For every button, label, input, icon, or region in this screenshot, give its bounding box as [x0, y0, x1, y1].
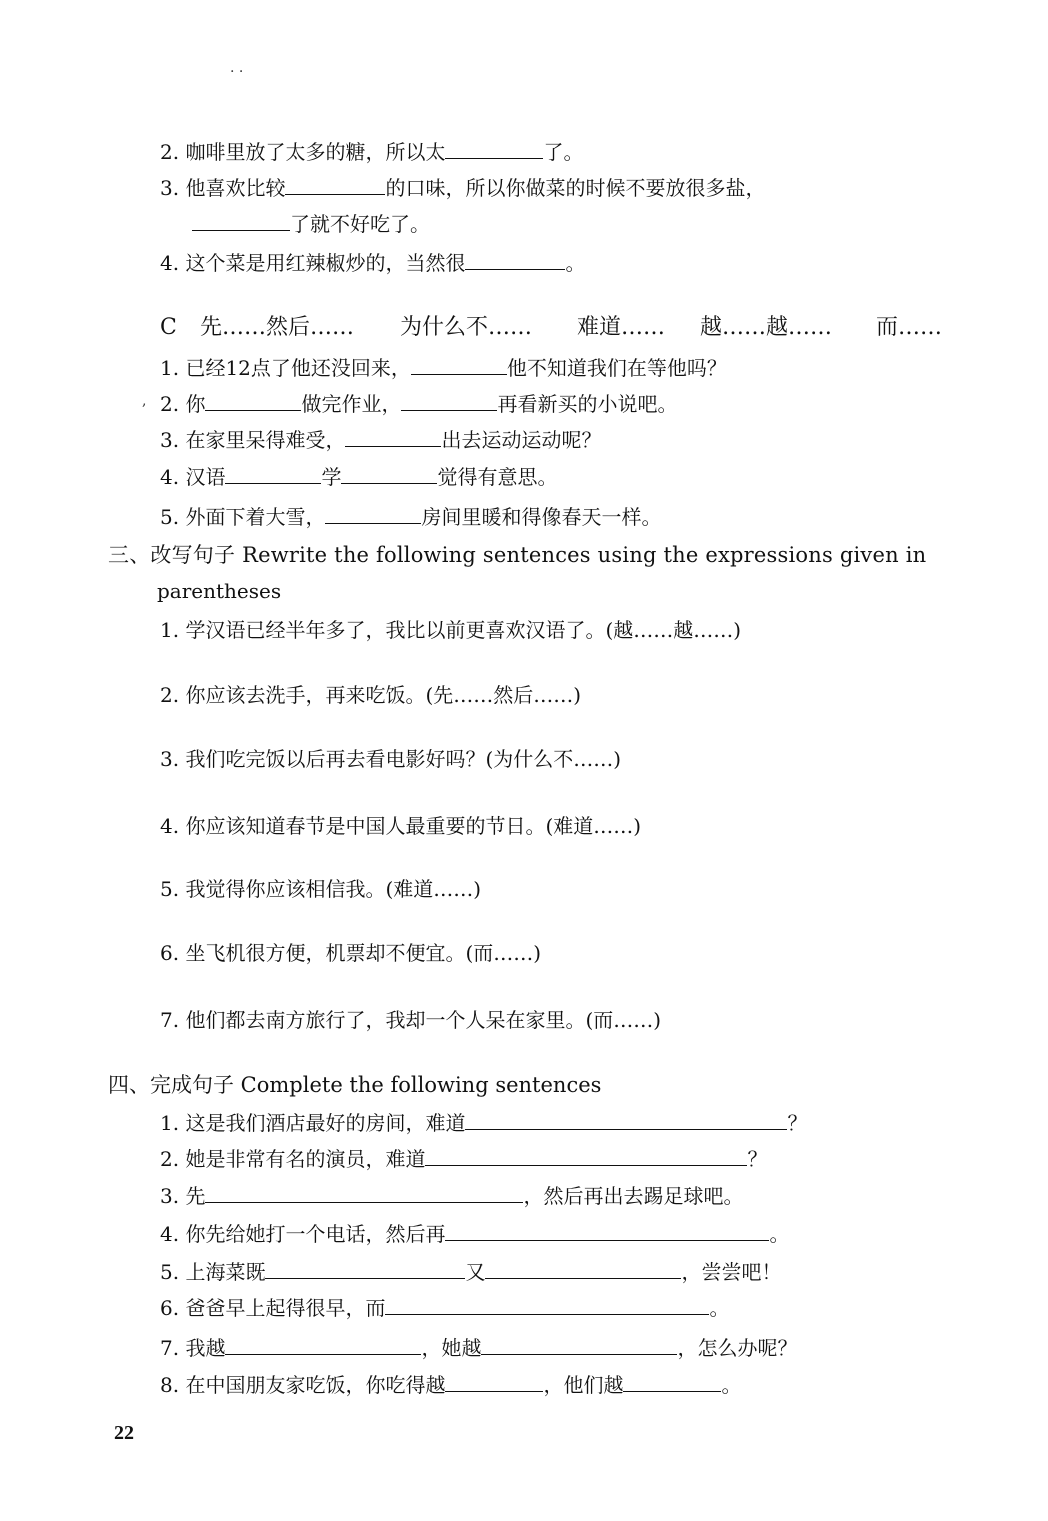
- item-text: 我觉得你应该相信我。(难道……): [185, 877, 482, 901]
- section-heading: 四、完成句子 Complete the following sentences: [108, 1073, 602, 1097]
- item-text: 这是我们酒店最好的房间，难道: [185, 1111, 466, 1135]
- item-text: ，然后再出去踢足球吧。: [523, 1184, 744, 1208]
- item-number: 4.: [160, 251, 180, 275]
- complete-item: [160, 1181, 743, 1211]
- exercise-c-1: [160, 353, 727, 383]
- answer-blank[interactable]: [225, 1336, 421, 1355]
- complete-item: [160, 1293, 729, 1323]
- item-text: 了。: [543, 140, 584, 164]
- item-text: ，尝尝吧！: [681, 1260, 782, 1284]
- item-text: 汉语: [185, 465, 226, 489]
- option-word: 而……: [876, 315, 943, 340]
- section-heading-cont: parentheses: [157, 579, 282, 603]
- item-text: 觉得有意思。: [437, 465, 558, 489]
- item-text: 在家里呆得难受，: [185, 428, 346, 452]
- item-number: 8.: [160, 1373, 180, 1397]
- item-text: 你应该知道春节是中国人最重要的节日。(难道……): [185, 814, 642, 838]
- item-text: 他喜欢比较: [185, 176, 286, 200]
- item-text: 先: [185, 1184, 206, 1208]
- item-text: 。: [709, 1296, 730, 1320]
- item-text: 这个菜是用红辣椒炒的，当然很: [185, 251, 466, 275]
- item-number: 2.: [160, 1147, 180, 1171]
- item-number: 5.: [160, 505, 180, 529]
- answer-blank[interactable]: [445, 1373, 543, 1392]
- item-text: 。: [769, 1222, 790, 1246]
- answer-blank[interactable]: [345, 428, 441, 447]
- rewrite-item: [160, 615, 741, 645]
- stray-mark: . .: [230, 60, 244, 76]
- stray-mark: ,: [142, 393, 147, 409]
- item-text: ，怎么办呢？: [677, 1336, 798, 1360]
- exercise-c-3: [160, 425, 601, 455]
- answer-blank[interactable]: [325, 505, 421, 524]
- item-text: 坐飞机很方便，机票却不便宜。(而……): [185, 941, 542, 965]
- item-text: 已经12点了他还没回来，: [185, 356, 411, 380]
- answer-blank[interactable]: [623, 1373, 721, 1392]
- item-number: 1.: [160, 618, 180, 642]
- item-number: 4.: [160, 814, 180, 838]
- item-text: 了就不好吃了。: [290, 212, 430, 236]
- complete-item: [160, 1219, 789, 1249]
- item-text: 学: [321, 465, 342, 489]
- item-number: 4.: [160, 1222, 180, 1246]
- answer-blank[interactable]: [485, 1260, 681, 1279]
- item-text: 咖啡里放了太多的糖，所以太: [185, 140, 446, 164]
- exercise-b-2: [160, 137, 583, 167]
- rewrite-item: [160, 874, 481, 904]
- rewrite-item: [160, 744, 621, 774]
- answer-blank[interactable]: [265, 1260, 465, 1279]
- item-number: 6.: [160, 1296, 180, 1320]
- answer-blank[interactable]: [465, 251, 565, 270]
- option-word: 难道……: [577, 315, 666, 340]
- item-text: 。: [565, 251, 586, 275]
- rewrite-item: [160, 680, 581, 710]
- answer-blank[interactable]: [192, 212, 290, 231]
- answer-blank[interactable]: [225, 465, 321, 484]
- item-text: 他不知道我们在等他吗？: [506, 356, 727, 380]
- complete-item: [160, 1370, 741, 1400]
- item-number: 3.: [160, 1184, 180, 1208]
- complete-item: [160, 1333, 797, 1363]
- exercise-b-3: [160, 173, 765, 203]
- option-word: 越……越……: [700, 315, 833, 340]
- item-number: 4.: [160, 465, 180, 489]
- answer-blank[interactable]: [481, 1336, 677, 1355]
- exercise-c-4: [160, 462, 557, 492]
- item-number: 3.: [160, 428, 180, 452]
- item-text: 外面下着大雪，: [185, 505, 326, 529]
- answer-blank[interactable]: [385, 1296, 709, 1315]
- complete-item: [160, 1144, 767, 1174]
- answer-blank[interactable]: [445, 140, 543, 159]
- item-text: ？: [747, 1147, 768, 1171]
- item-text: 房间里暖和得像春天一样。: [421, 505, 662, 529]
- answer-blank[interactable]: [465, 1111, 787, 1130]
- item-text: ，他们越: [543, 1373, 624, 1397]
- rewrite-item: [160, 811, 641, 841]
- answer-blank[interactable]: [341, 465, 437, 484]
- item-text: 她是非常有名的演员，难道: [185, 1147, 426, 1171]
- item-number: 5.: [160, 877, 180, 901]
- item-text: 学汉语已经半年多了，我比以前更喜欢汉语了。(越……越……): [185, 618, 742, 642]
- exercise-b-4: [160, 248, 585, 278]
- section-heading: 三、改写句子 Rewrite the following sentences using the expressions given in: [108, 543, 927, 567]
- answer-blank[interactable]: [205, 1184, 523, 1203]
- complete-item: [160, 1108, 807, 1138]
- item-number: 7.: [160, 1008, 180, 1032]
- item-text: 再看新买的小说吧。: [497, 392, 678, 416]
- item-number: 5.: [160, 1260, 180, 1284]
- answer-blank[interactable]: [205, 392, 301, 411]
- item-number: 2.: [160, 140, 180, 164]
- item-text: 你: [185, 392, 206, 416]
- item-text: 我们吃完饭以后再去看电影好吗？(为什么不……): [185, 747, 622, 771]
- item-text: 出去运动运动呢？: [441, 428, 602, 452]
- item-text: 你先给她打一个电话，然后再: [185, 1222, 446, 1246]
- item-number: 3.: [160, 176, 180, 200]
- item-text: ，她越: [421, 1336, 482, 1360]
- answer-blank[interactable]: [401, 392, 497, 411]
- item-text: 爸爸早上起得很早，而: [185, 1296, 386, 1320]
- option-word: 先……然后……: [200, 315, 355, 340]
- rewrite-item: [160, 1005, 661, 1035]
- exercise-c-2: [160, 389, 677, 419]
- item-text: 我越: [185, 1336, 226, 1360]
- item-text: ？: [787, 1111, 808, 1135]
- item-number: 2.: [160, 392, 180, 416]
- item-text: 的口味，所以你做菜的时候不要放很多盐，: [385, 176, 766, 200]
- exercise-b-3-line2: [192, 209, 430, 239]
- option-word: 为什么不……: [400, 315, 533, 340]
- item-text: 做完作业，: [301, 392, 402, 416]
- item-number: 3.: [160, 747, 180, 771]
- exercise-c-5: [160, 502, 661, 532]
- item-number: 6.: [160, 941, 180, 965]
- item-text: 你应该去洗手，再来吃饭。(先……然后……): [185, 683, 582, 707]
- item-number: 7.: [160, 1336, 180, 1360]
- answer-blank[interactable]: [425, 1147, 747, 1166]
- answer-blank[interactable]: [445, 1222, 769, 1241]
- page-number: 22: [114, 1422, 134, 1444]
- item-number: 1.: [160, 1111, 180, 1135]
- section-letter: C: [160, 315, 177, 340]
- answer-blank[interactable]: [285, 176, 385, 195]
- item-number: 2.: [160, 683, 180, 707]
- rewrite-item: [160, 938, 541, 968]
- item-text: 他们都去南方旅行了，我却一个人呆在家里。(而……): [185, 1008, 662, 1032]
- item-text: 在中国朋友家吃饭，你吃得越: [185, 1373, 446, 1397]
- answer-blank[interactable]: [411, 356, 507, 375]
- item-text: 。: [721, 1373, 742, 1397]
- item-text: 上海菜既: [185, 1260, 266, 1284]
- item-text: 又: [465, 1260, 486, 1284]
- item-number: 1.: [160, 356, 180, 380]
- complete-item: [160, 1257, 781, 1287]
